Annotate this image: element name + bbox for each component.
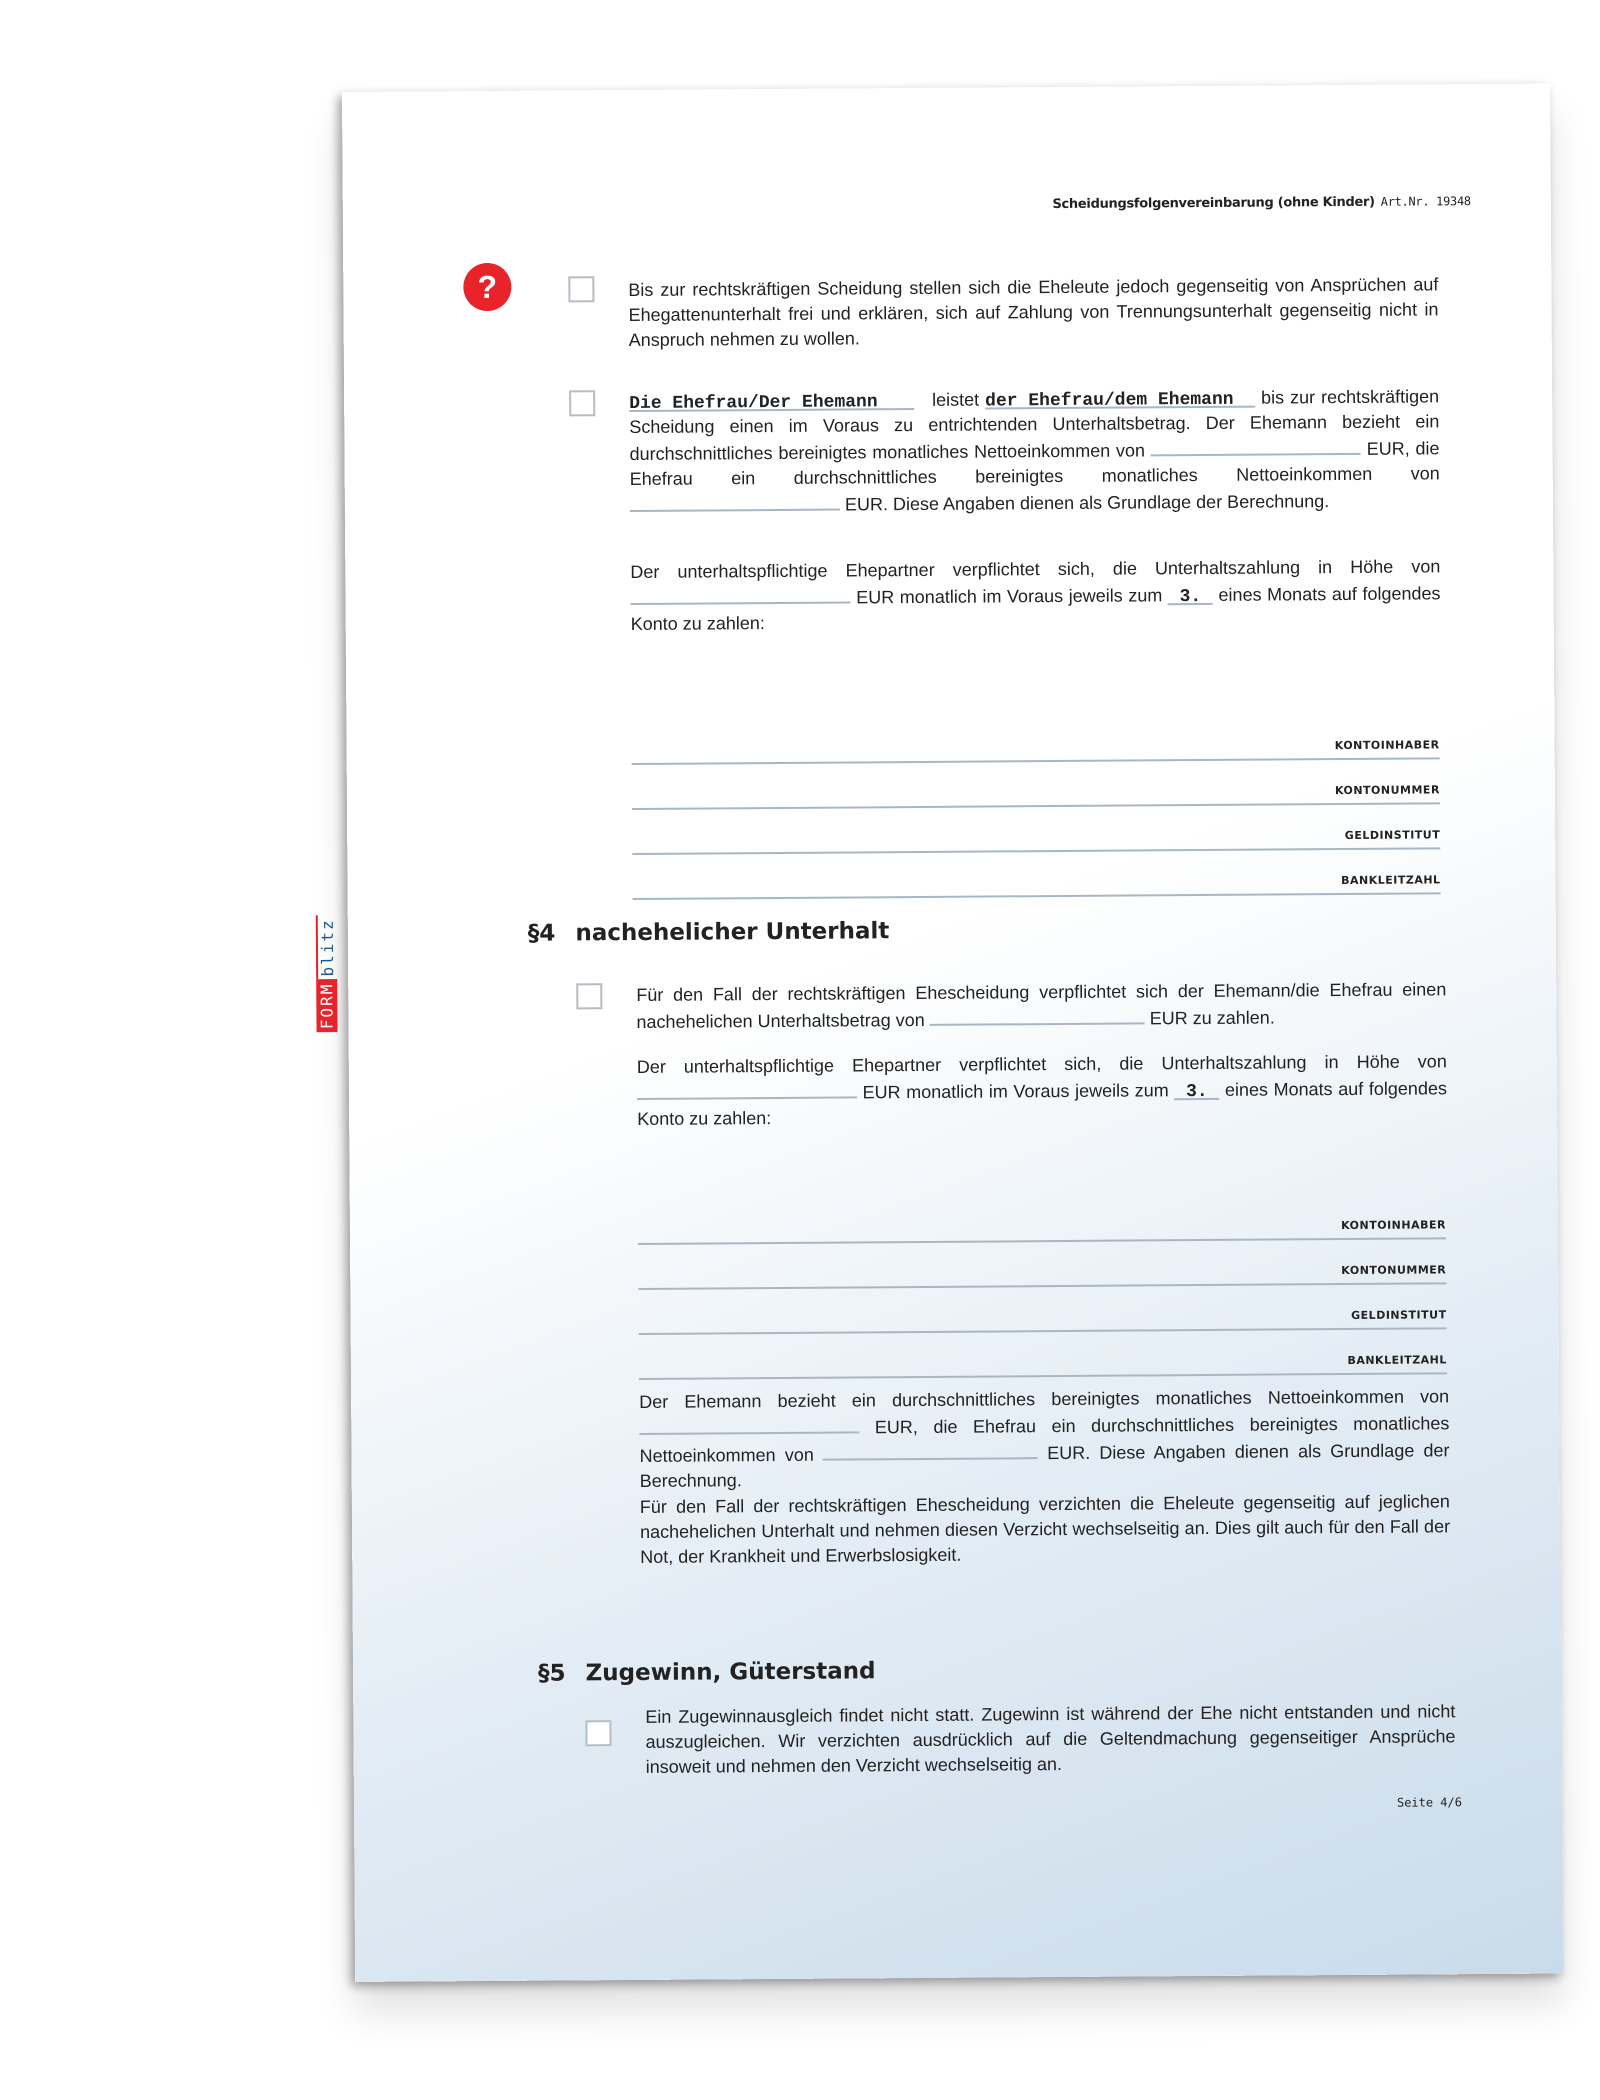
paragraph: [637, 1049, 1448, 1132]
field-label: KONTONUMMER: [1334, 783, 1440, 798]
income-husband-field[interactable]: [639, 1413, 859, 1435]
bank-name-field[interactable]: [632, 804, 1440, 855]
field-label: KONTONUMMER: [1341, 1263, 1447, 1278]
text: Der unterhaltspflichtige Ehepartner verpflichtet sich, die Unterhaltszahlung in Höhe von: [636, 1051, 1447, 1077]
amount-field[interactable]: [637, 1078, 857, 1100]
page-number: Seite 4/6: [1396, 1795, 1463, 1810]
text: EUR. Diese Angaben dienen als Grundlage der Berechnung.: [639, 1440, 1450, 1491]
bank-code-field[interactable]: [639, 1329, 1447, 1380]
checkbox[interactable]: [568, 276, 594, 302]
text: EUR monatlich im Voraus jeweils zum: [862, 1080, 1169, 1103]
section-heading-4: [528, 918, 890, 947]
text: Der Ehemann bezieht ein durchschnittliches bereinigtes monatliches Nettoeinkommen von: [639, 1386, 1450, 1412]
bank-account-fields: [638, 1194, 1447, 1380]
section-title: Zugewinn, Güterstand: [585, 1658, 876, 1687]
text: EUR, die Ehefrau ein durchschnittliches bereinigtes monatliches Nettoeinkommen von: [639, 1413, 1450, 1466]
paragraph: [629, 384, 1440, 519]
checkbox[interactable]: [576, 983, 602, 1009]
checkbox[interactable]: [585, 1720, 611, 1746]
day-field[interactable]: 3.: [1174, 1080, 1219, 1100]
paragraph: [636, 977, 1446, 1035]
document-header: [1052, 194, 1470, 212]
day-field[interactable]: 3.: [1168, 585, 1213, 605]
field-label: BANKLEITZAHL: [1341, 873, 1441, 888]
article-number: Art.Nr. 19348: [1380, 194, 1471, 209]
section-number: §4: [527, 920, 556, 947]
income-wife-field[interactable]: [823, 1439, 1038, 1461]
formblitz-logo: [316, 915, 338, 1032]
income-husband-field[interactable]: [1151, 435, 1361, 456]
text: EUR zu zahlen.: [1149, 1007, 1275, 1029]
paragraph: [630, 554, 1441, 637]
logo-form: FORM: [316, 980, 337, 1033]
text: EUR. Diese Angaben dienen als Grundlage der Berechnung.: [844, 491, 1330, 515]
paragraph: Für den Fall der rechtskräftigen Ehescheidung verzichten die Eheleute gegenseitig auf jeglichen nachehelichen Unterhalt und nehmen diesen Verzicht wechselseitig an. Dies gilt auch für den Fall der Not, der Krankheit und Erwerbslosigkeit.: [639, 1491, 1451, 1567]
field-label: KONTOINHABER: [1341, 1218, 1446, 1233]
text: eines Monats auf folgendes Konto zu zahlen:: [630, 583, 1441, 634]
paragraph: [639, 1384, 1450, 1494]
text: leistet: [932, 389, 980, 410]
text: bis zur rechtskräftigen Scheidung einen im Voraus zu entrichtenden Unterhaltsbetrag. Der Ehemann bezieht ein durchschnittliches bereinigtes monatliches Nettoeinkommen von: [629, 386, 1440, 465]
field-label: BANKLEITZAHL: [1347, 1353, 1447, 1368]
field-label: GELDINSTITUT: [1344, 828, 1441, 843]
bank-code-field[interactable]: [632, 849, 1440, 900]
section-number: §5: [537, 1660, 566, 1687]
section-heading-5: [538, 1658, 876, 1686]
field-label: GELDINSTITUT: [1351, 1308, 1447, 1322]
account-holder-field[interactable]: [638, 1194, 1446, 1245]
paragraph: Ein Zugewinnausgleich findet nicht statt. Zugewinn ist während der Ehe nicht entstanden und nicht auszugleichen. Wir verzichten ausdrücklich auf die Geltendmachung gegenseitiger Ansprüche insoweit und nehmen den Verzicht wechselseitig an.: [645, 1701, 1456, 1777]
checkbox[interactable]: [569, 390, 595, 416]
account-holder-field[interactable]: [631, 714, 1439, 765]
payee-field[interactable]: der Ehefrau/dem Ehemann: [985, 388, 1255, 410]
paragraph: Bis zur rechtskräftigen Scheidung stellen sich die Eheleute jedoch gegenseitig von Ansprüchen auf Ehegattenunterhalt frei und erklären, sich auf Zahlung von Trennungsunterhalt gegenseitig nicht in Anspruch nehmen zu wollen.: [628, 274, 1439, 351]
text: eines Monats auf folgendes Konto zu zahlen:: [637, 1078, 1448, 1129]
text: Der unterhaltspflichtige Ehepartner verpflichtet sich, die Unterhaltszahlung in Höhe von: [630, 556, 1441, 582]
text: EUR monatlich im Voraus jeweils zum: [856, 585, 1163, 608]
text: EUR, die Ehefrau ein durchschnittliches bereinigtes monatliches Nettoeinkommen von: [629, 438, 1440, 490]
field-label: KONTOINHABER: [1334, 738, 1440, 753]
text: Für den Fall der rechtskräftigen Ehescheidung verpflichtet sich der Ehemann/die Ehefrau einen nachehelichen Unterhaltsbetrag von: [636, 979, 1447, 1032]
payer-field[interactable]: Die Ehefrau/Der Ehemann: [629, 390, 914, 412]
bank-account-fields: [631, 714, 1440, 900]
section-title: nachehelicher Unterhalt: [575, 918, 890, 947]
bank-name-field[interactable]: [638, 1284, 1446, 1335]
logo-blitz: blitz: [316, 915, 337, 979]
question-icon[interactable]: ?: [463, 263, 511, 311]
amount-field[interactable]: [630, 583, 850, 605]
document-title: Scheidungsfolgenvereinbarung (ohne Kinder): [1052, 194, 1375, 213]
amount-field[interactable]: [930, 1004, 1145, 1026]
document-page: [317, 84, 1563, 1982]
income-wife-field[interactable]: [630, 491, 840, 512]
account-number-field[interactable]: [638, 1239, 1446, 1290]
account-number-field[interactable]: [632, 759, 1440, 810]
